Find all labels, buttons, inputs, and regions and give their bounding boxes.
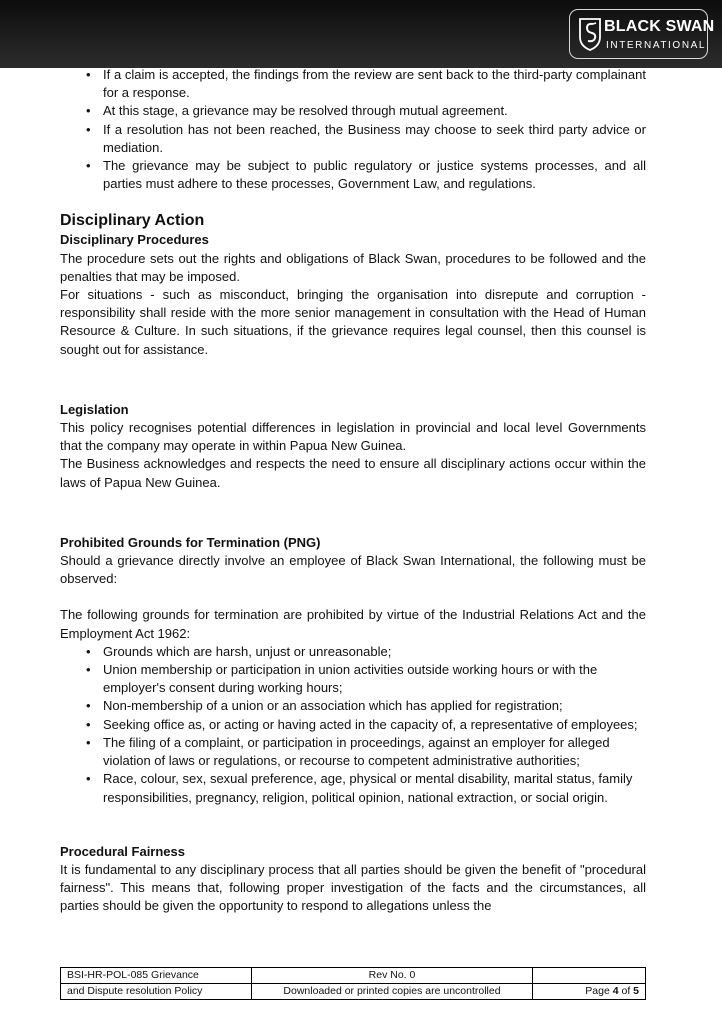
- bullet-icon: •: [86, 716, 91, 732]
- list-item: • The filing of a complaint, or participation in proceedings, against an employer for alleged violation of laws or regulations, or recourse to competent administrative authorities;: [86, 734, 610, 769]
- bullet-icon: •: [86, 67, 91, 82]
- list-item: • Seeking office as, or acting or having acted in the capacity of, a representative of employees;: [60, 716, 646, 734]
- list-item: • Race, colour, sex, sexual preference, age, physical or mental disability, marital status, family responsibilities, pregnancy, religion, political opinion, national extraction, or social origin.: [86, 771, 633, 805]
- uncontrolled-copy-note: Downloaded or printed copies are uncontrolled: [252, 984, 533, 1000]
- table-row: [61, 968, 646, 984]
- list-item: • At this stage, a grievance may be resolved through mutual agreement.: [60, 102, 646, 120]
- paragraph: For situations - such as misconduct, bringing the organisation into disrepute and corruption - responsibility shall reside with the more senior management in consultation with the Head of Human Resource & Culture. In such situations, if the grievance requires legal counsel, then this counsel is sought out for assistance.: [60, 287, 646, 357]
- document-body: [60, 66, 646, 916]
- swan-emblem-icon: [577, 17, 603, 51]
- logo-text-international: INTERNATIONAL: [606, 40, 707, 51]
- bullet-icon: •: [86, 103, 91, 119]
- bullet-icon: •: [86, 121, 91, 137]
- footer-empty-cell: [533, 968, 646, 984]
- page-header: [0, 0, 722, 68]
- logo-text-black-swan: BLACK SWAN: [604, 18, 715, 35]
- paragraph: The following grounds for termination are prohibited by virtue of the Industrial Relations Act and the Employment Act 1962:: [60, 607, 646, 641]
- heading-prohibited-grounds: Prohibited Grounds for Termination (PNG): [60, 534, 321, 550]
- company-logo: [569, 9, 715, 59]
- paragraph: The Business acknowledges and respects the need to ensure all disciplinary actions occur within the laws of Papua New Guinea.: [60, 456, 646, 490]
- bullet-icon: •: [86, 158, 91, 174]
- table-row: [61, 984, 646, 1000]
- page-number: Page 4 of 5: [533, 984, 646, 1000]
- document-title: and Dispute resolution Policy: [61, 984, 252, 1000]
- section-title-disciplinary-action: Disciplinary Action: [60, 212, 205, 230]
- prohibited-grounds-list: [60, 643, 646, 807]
- bullet-icon: •: [86, 643, 91, 659]
- bullet-icon: •: [86, 771, 91, 787]
- list-item: • Grounds which are harsh, unjust or unreasonable;: [60, 643, 646, 661]
- heading-procedural-fairness: Procedural Fairness: [60, 843, 185, 859]
- list-item: • Non-membership of a union or an association which has applied for registration;: [60, 697, 646, 715]
- paragraph: This policy recognises potential differences in legislation in provincial and local level Governments that the company may operate in within Papua New Guinea.: [60, 420, 646, 454]
- document-footer-table: [60, 967, 646, 1000]
- paragraph: The procedure sets out the rights and obligations of Black Swan, procedures to be followed and the penalties that may be imposed.: [60, 250, 646, 284]
- list-item: • If a claim is accepted, the findings from the review are sent back to the third-party complainant for a response.: [86, 67, 646, 101]
- document-code: BSI-HR-POL-085 Grievance: [61, 968, 252, 984]
- paragraph: Should a grievance directly involve an employee of Black Swan International, the following must be observed:: [60, 553, 646, 587]
- list-item: • If a resolution has not been reached, the Business may choose to seek third party advice or mediation.: [86, 121, 646, 155]
- intro-bullet-list: [60, 66, 646, 193]
- heading-legislation: Legislation: [60, 401, 129, 417]
- bullet-icon: •: [86, 698, 91, 714]
- bullet-icon: •: [86, 662, 91, 678]
- list-item: • The grievance may be subject to public regulatory or justice systems processes, and all parties must adhere to these processes, Government Law, and regulations.: [86, 158, 646, 192]
- revision-number: Rev No. 0: [252, 968, 533, 984]
- paragraph: It is fundamental to any disciplinary process that all parties should be given the benefit of "procedural fairness". This means that, following proper investigation of the facts and the circumstances, all parties should be given the opportunity to respond to allegations unless the: [60, 861, 646, 914]
- bullet-icon: •: [86, 734, 91, 750]
- list-item: • Union membership or participation in union activities outside working hours or with the employer's consent during working hours;: [86, 662, 598, 696]
- heading-disciplinary-procedures: Disciplinary Procedures: [60, 232, 209, 248]
